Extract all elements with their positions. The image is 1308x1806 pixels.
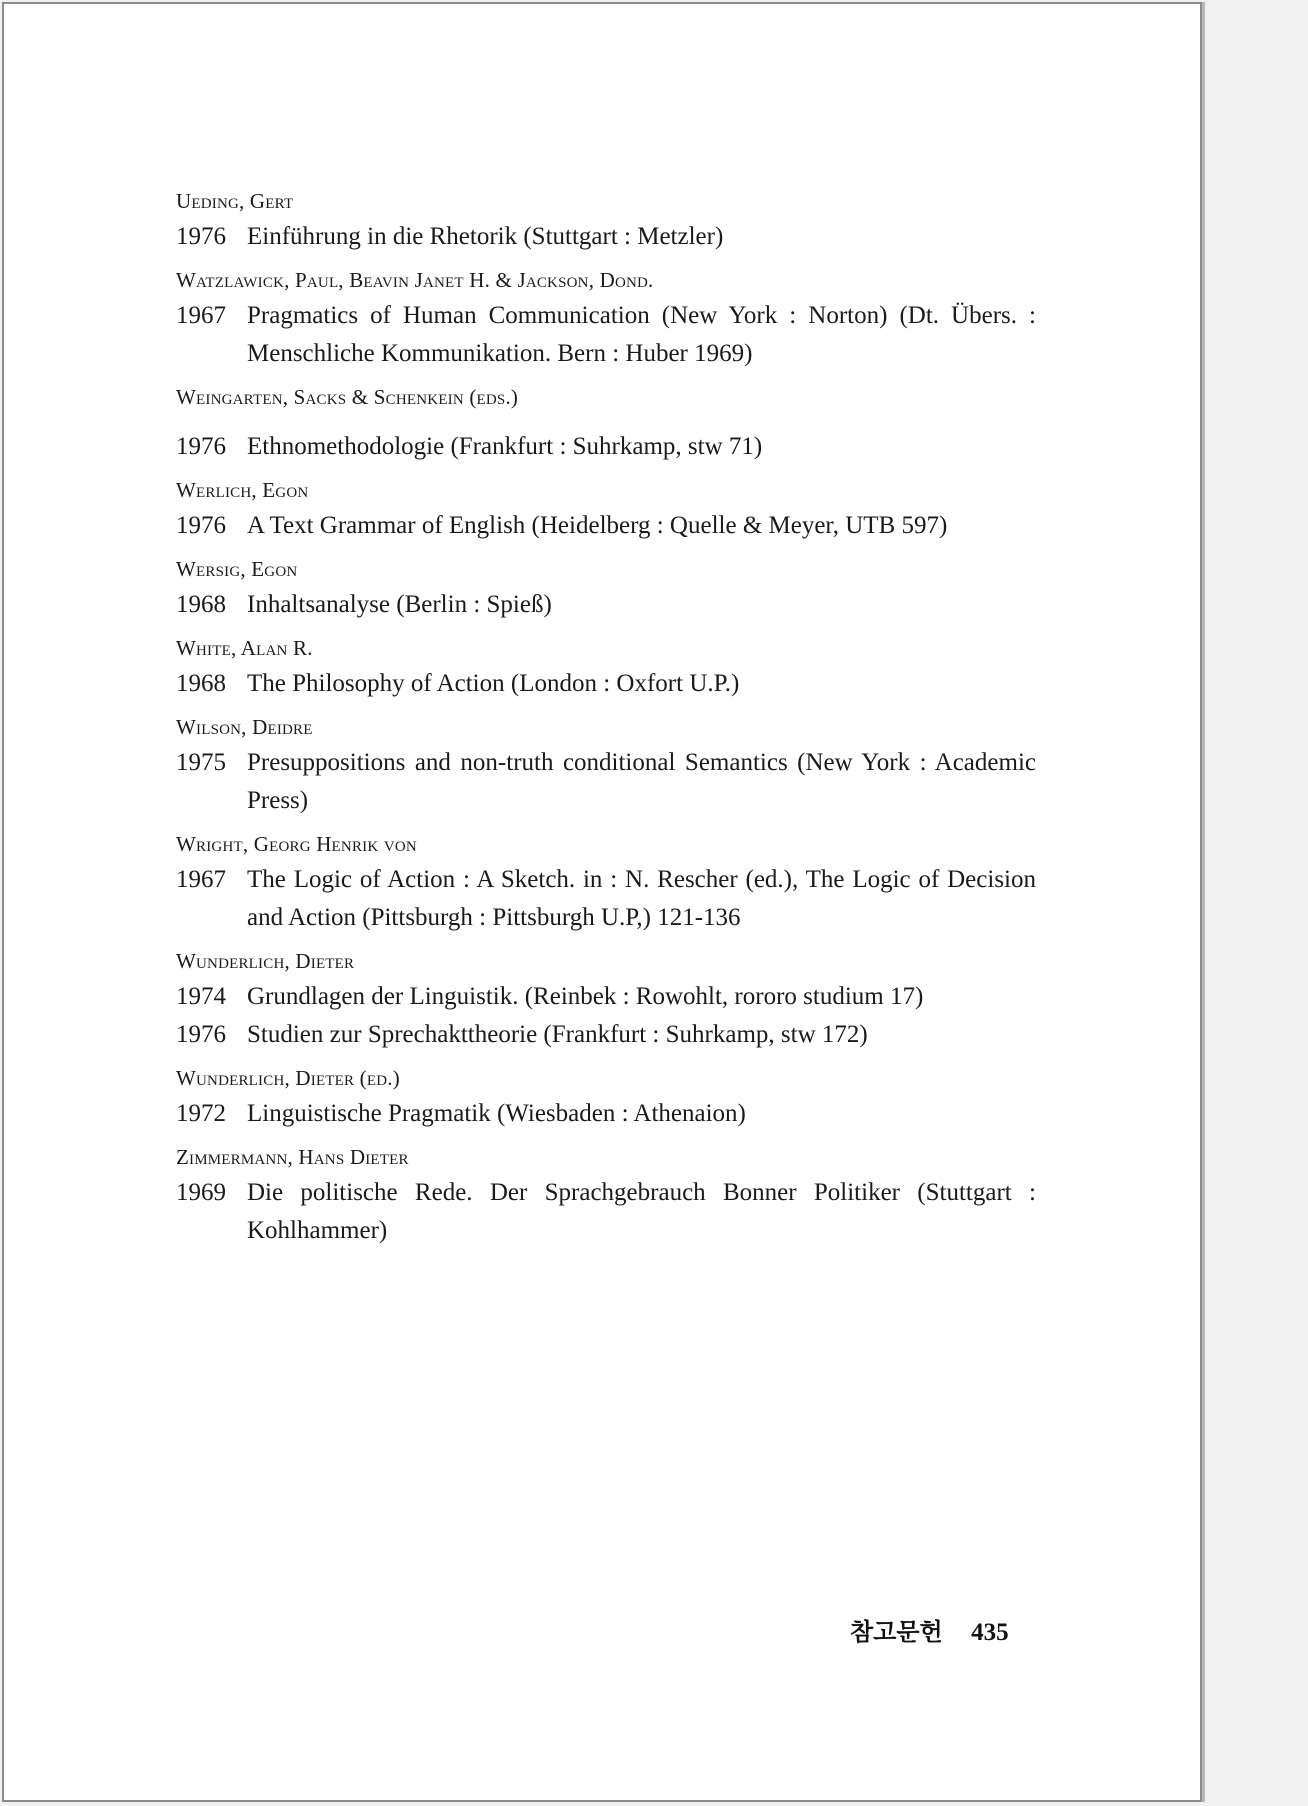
- entry-author: Weingarten, Sacks & Schenkein (eds.): [176, 385, 519, 409]
- work-text: Inhaltsanalyse (Berlin : Spieß): [247, 591, 552, 618]
- work-year: 1976: [176, 1021, 226, 1048]
- work-year: 1967: [176, 866, 226, 893]
- bibliography-entry: [176, 712, 1036, 820]
- bibliography-entry: [176, 554, 1036, 624]
- entry-work: [176, 978, 1036, 1016]
- work-year: 1968: [176, 670, 226, 697]
- bibliography-entry: [176, 475, 1036, 545]
- work-year: 1972: [176, 1100, 226, 1127]
- entry-author: Ueding, Gert: [176, 189, 294, 213]
- work-text: A Text Grammar of English (Heidelberg : Quelle & Meyer, UTB 597): [247, 512, 948, 539]
- bibliography-entry: [176, 946, 1036, 1054]
- work-text: Ethnomethodologie (Frankfurt : Suhrkamp, stw 71): [247, 433, 763, 460]
- entry-work: [176, 1174, 1036, 1250]
- work-year: 1975: [176, 749, 226, 776]
- work-text: Pragmatics of Human Communication (New York : Norton) (Dt. Übers. : Menschliche Kommunikation. Bern : Huber 1969): [247, 302, 1036, 367]
- bibliography-entry: [176, 633, 1036, 703]
- page-footer: [850, 1612, 1009, 1647]
- bibliography-entry: [176, 1063, 1036, 1133]
- entry-work: [176, 428, 1036, 466]
- page-number: 435: [971, 1619, 1009, 1646]
- work-year: 1976: [176, 223, 226, 250]
- bibliography-entry: [176, 186, 1036, 256]
- work-text: Linguistische Pragmatik (Wiesbaden : Athenaion): [247, 1100, 746, 1127]
- entry-work: [176, 586, 1036, 624]
- bibliography-entry: [176, 265, 1036, 373]
- work-text: The Philosophy of Action (London : Oxfort U.P.): [247, 670, 740, 697]
- entry-author: Wunderlich, Dieter: [176, 949, 355, 973]
- entry-author: Wunderlich, Dieter (ed.): [176, 1066, 400, 1090]
- entry-author: Wilson, Deidre: [176, 715, 313, 739]
- work-year: 1969: [176, 1179, 226, 1206]
- work-text: Die politische Rede. Der Sprachgebrauch Bonner Politiker (Stuttgart : Kohlhammer): [247, 1179, 1036, 1244]
- entry-work: [176, 665, 1036, 703]
- work-text: Studien zur Sprechakttheorie (Frankfurt : Suhrkamp, stw 172): [247, 1021, 868, 1048]
- bibliography-entry: [176, 1142, 1036, 1250]
- work-year: 1967: [176, 302, 226, 329]
- work-year: 1968: [176, 591, 226, 618]
- bibliography-entry: [176, 382, 1036, 466]
- work-year: 1976: [176, 433, 226, 460]
- entry-work: [176, 1016, 1036, 1054]
- entry-author: Watzlawick, Paul, Beavin Janet H. & Jackson, Dond.: [176, 268, 654, 292]
- work-year: 1974: [176, 983, 226, 1010]
- entry-author: Zimmermann, Hans Dieter: [176, 1145, 409, 1169]
- work-text: Presuppositions and non-truth conditional Semantics (New York : Academic Press): [247, 749, 1036, 814]
- section-title: 참고문헌: [850, 1617, 943, 1646]
- entry-author: Wright, Georg Henrik von: [176, 832, 417, 856]
- entry-author: Werlich, Egon: [176, 478, 309, 502]
- entry-work: [176, 744, 1036, 820]
- entry-author: Wersig, Egon: [176, 557, 298, 581]
- bibliography-list: [176, 186, 1036, 1259]
- entry-work: [176, 507, 1036, 545]
- bibliography-entry: [176, 829, 1036, 937]
- work-year: 1976: [176, 512, 226, 539]
- spacer: [176, 414, 1036, 428]
- work-text: Grundlagen der Linguistik. (Reinbek : Rowohlt, rororo studium 17): [247, 983, 924, 1010]
- entry-work: [176, 297, 1036, 373]
- entry-work: [176, 861, 1036, 937]
- document-page: [2, 2, 1202, 1802]
- entry-work: [176, 1095, 1036, 1133]
- entry-author: White, Alan R.: [176, 636, 313, 660]
- entry-work: [176, 218, 1036, 256]
- work-text: Einführung in die Rhetorik (Stuttgart : Metzler): [247, 223, 724, 250]
- work-text: The Logic of Action : A Sketch. in : N. Rescher (ed.), The Logic of Decision and Action (Pittsburgh : Pittsburgh U.P,) 121-136: [247, 866, 1036, 931]
